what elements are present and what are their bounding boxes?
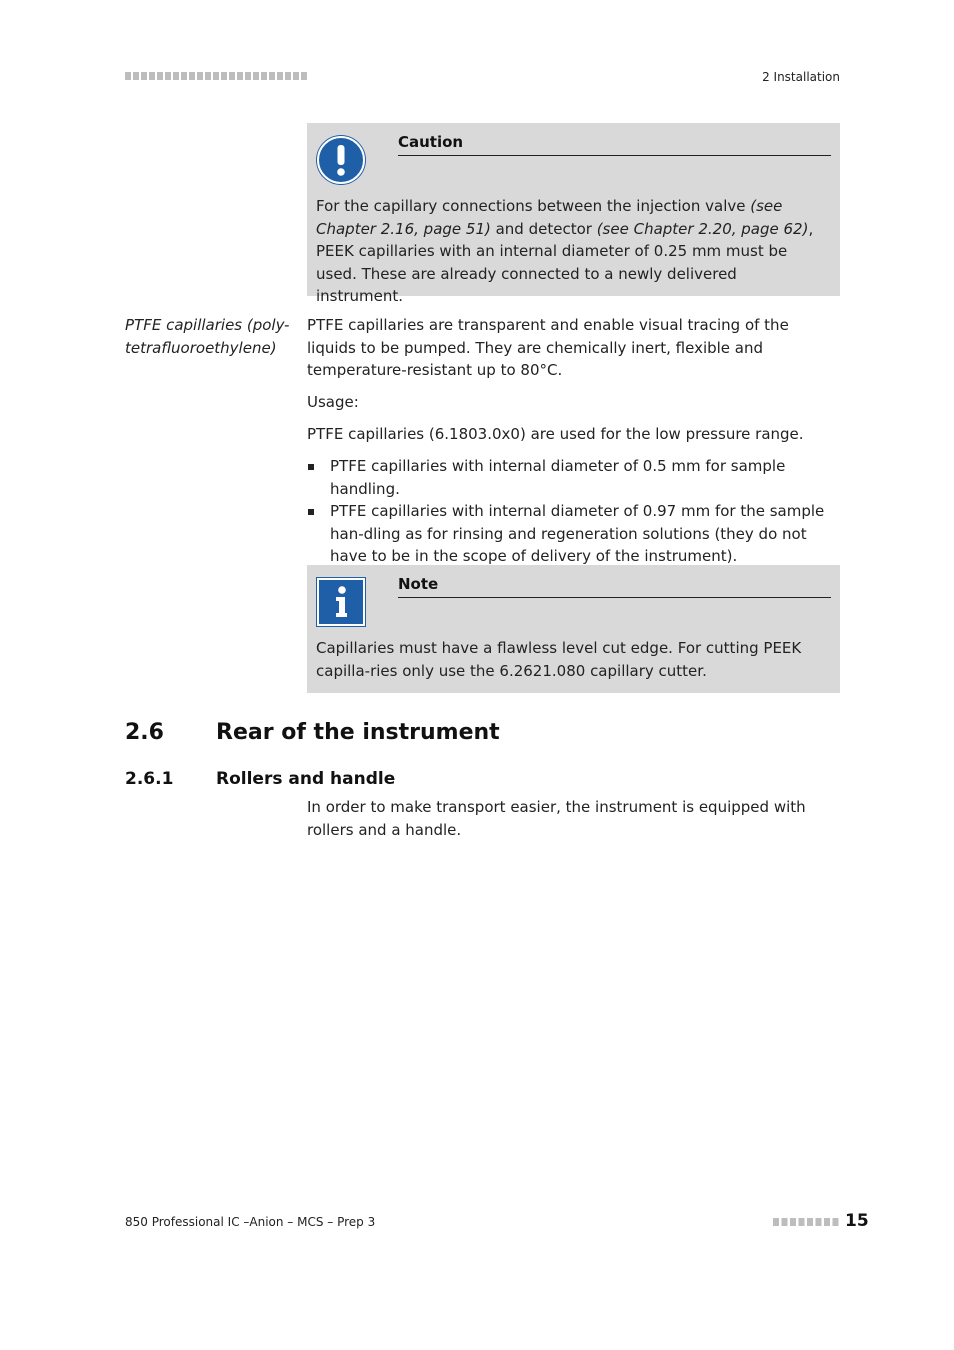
ptfe-usage-text: PTFE capillaries (6.1803.0x0) are used for the low pressure range. [307, 425, 804, 443]
header-decoration [125, 72, 307, 80]
list-item [307, 455, 837, 500]
note-title: Note [398, 575, 439, 593]
caution-box [307, 123, 840, 305]
caution-text-part-2: and detector [490, 219, 597, 238]
subsection-title: Rollers and handle [216, 769, 396, 789]
caution-text [316, 195, 826, 308]
ptfe-usage-label: Usage: [307, 393, 359, 411]
ptfe-margin-label: PTFE capillaries (poly-tetrafluoroethylene) [125, 316, 290, 357]
header-chapter: 2 Installation [762, 70, 840, 84]
section-number: 2.6 [125, 720, 164, 745]
note-title-rule [398, 597, 831, 598]
bullet-square-icon [308, 509, 314, 515]
info-icon [317, 578, 365, 626]
footer-decoration [773, 1218, 841, 1226]
note-box [307, 565, 840, 693]
footer-doc-title: 850 Professional IC –Anion – MCS – Prep 3 [125, 1215, 376, 1229]
caution-title: Caution [398, 133, 464, 151]
caution-ref-2[interactable]: (see Chapter 2.20, page 62) [596, 219, 809, 238]
caution-text-part-1: For the capillary connections between the injection valve [316, 197, 751, 215]
page-number: 15 [845, 1211, 869, 1231]
caution-ref-1[interactable]: (see Chapter 2.16, page 51) [316, 197, 783, 238]
bullet-text: PTFE capillaries with internal diameter of 0.5 mm for sample handling. [330, 457, 786, 498]
caution-title-rule [398, 155, 831, 156]
section-title: Rear of the instrument [216, 720, 500, 745]
exclamation-icon [317, 136, 365, 184]
list-item [307, 500, 837, 568]
ptfe-intro: PTFE capillaries are transparent and enable visual tracing of the liquids to be pumped. They are chemically inert, flexible and temperature-resistant up to 80°C. [307, 316, 789, 379]
caution-text-part-3: , PEEK capillaries with an internal diameter of 0.25 mm must be used. These are already connected to a newly delivered instrument. [316, 219, 814, 305]
ptfe-bullet-list [307, 455, 837, 568]
bullet-text: PTFE capillaries with internal diameter of 0.97 mm for the sample han-dling as for rinsing and regeneration solutions (they do not have to be in the scope of delivery of the instrument). [330, 502, 825, 565]
subsection-body: In order to make transport easier, the instrument is equipped with rollers and a handle. [307, 798, 806, 839]
subsection-number: 2.6.1 [125, 769, 174, 789]
note-text: Capillaries must have a flawless level cut edge. For cutting PEEK capilla-ries only use the 6.2621.080 capillary cutter. [316, 639, 802, 680]
bullet-square-icon [308, 464, 314, 470]
